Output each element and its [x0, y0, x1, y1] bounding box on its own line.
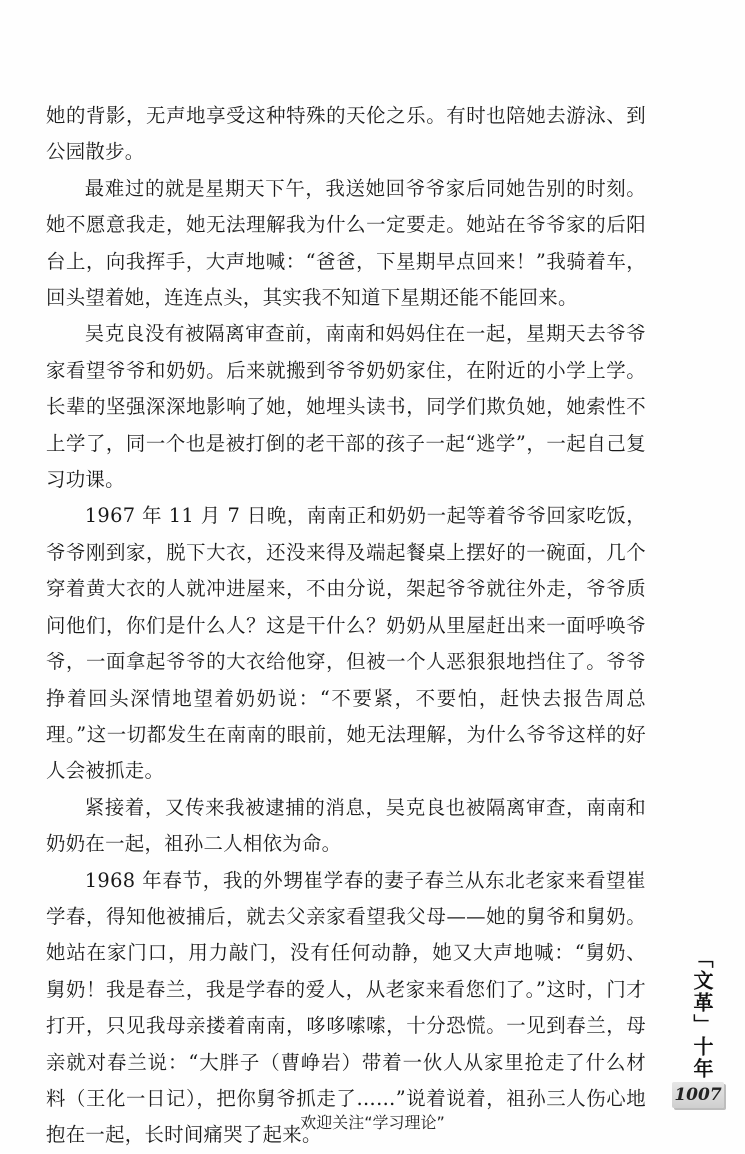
running-section-title: 「文革」十年 [690, 948, 714, 1080]
paragraph: 紧接着，又传来我被逮捕的消息，吴克良也被隔离审查，南南和奶奶在一起，祖孙二人相依为命。 [46, 795, 646, 856]
page-number: 1007 [672, 1082, 724, 1108]
paragraph: 1967 年 11 月 7 日晚，南南正和奶奶一起等着爷爷回家吃饭，爷爷刚到家，脱下大衣，还没来得及端起餐桌上摆好的一碗面，几个穿着黄大衣的人就冲进屋来，不由分说，架起爷爷就往外走，爷爷质问他们，你们是什么人？这是干什么？奶奶从里屋赶出来一面呼唤爷爷，一面拿起爷爷的大衣给他穿，但被一个人恶狠狠地挡住了。爷爷挣着回头深情地望着奶奶说：“不要紧，不要怕，赶快去报告周总理。”这一切都发生在南南的眼前，她无法理解，为什么爷爷这样的好人会被抓走。 [46, 504, 646, 783]
paragraph: 她的背影，无声地享受这种特殊的天伦之乐。有时也陪她去游泳、到公园散步。 [46, 104, 646, 164]
paragraph: 吴克良没有被隔离审查前，南南和妈妈住在一起，星期天去爷爷家看望爷爷和奶奶。后来就搬到爷爷奶奶家住，在附近的小学上学。长辈的坚强深深地影响了她，她埋头读书，同学们欺负她，她索性不上学了，同一个也是被打倒的老干部的孩子一起“逃学”，一起自己复习功课。 [46, 322, 646, 492]
paragraph: 最难过的就是星期天下午，我送她回爷爷家后同她告别的时刻。她不愿意我走，她无法理解我为什么一定要走。她站在爷爷家的后阳台上，向我挥手，大声地喊：“爸爸，下星期早点回来！”我骑着车，回头望着她，连连点头，其实我不知道下星期还能不能回来。 [46, 176, 646, 310]
paragraph: 1968 年春节，我的外甥崔学春的妻子春兰从东北老家来看望崔学春，得知他被捕后，就去父亲家看望我父母——她的舅爷和舅奶。她站在家门口，用力敲门，没有任何动静，她又大声地喊：“舅奶、舅奶！我是春兰，我是学春的爱人，从老家来看您们了。”这时，门才打开，只见我母亲搂着南南，哆哆嗦嗦，十分恐慌。一见到春兰，母亲就对春兰说：“大胖子（曹峥岩）带着一伙人从家里抢走了什么材料（王化一日记），把你舅爷抓走了……”说着说着，祖孙三人伤心地抱在一起，长时间痛哭了起来。 [46, 868, 646, 1147]
footer-note: 欢迎关注“学习理论” [300, 1113, 445, 1132]
body-text [46, 98, 646, 1154]
